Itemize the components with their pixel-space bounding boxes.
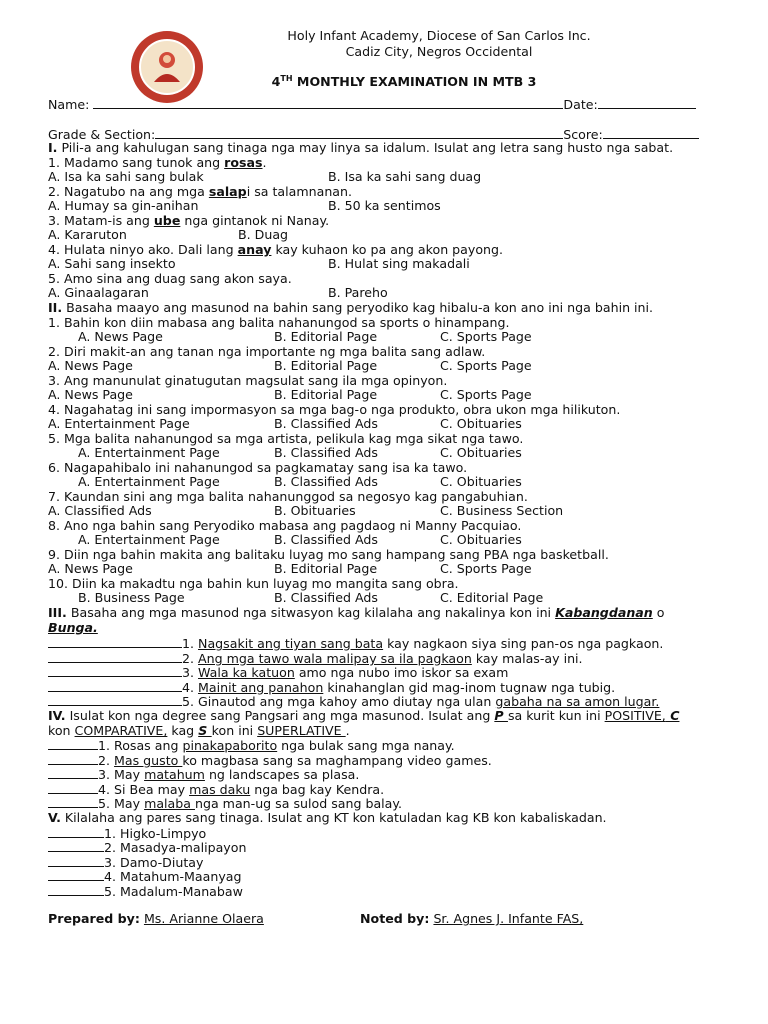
part4-letter-c: C bbox=[665, 708, 680, 723]
part3-instruction-or: o bbox=[652, 605, 665, 620]
option-b: B. Obituaries bbox=[274, 503, 356, 518]
p3-q4-num: 4. bbox=[182, 680, 199, 695]
p4-q3-pre: 3. May bbox=[98, 767, 145, 782]
part1-instruction bbox=[48, 141, 673, 155]
answer-blank[interactable] bbox=[48, 767, 98, 779]
p3-q3 bbox=[48, 665, 508, 680]
p3-q3-num: 3. bbox=[182, 665, 199, 680]
part4-text-c: kon bbox=[48, 723, 75, 738]
p4-q2-post: ko magbasa sang sa maghampang video games. bbox=[182, 753, 492, 768]
p3-q4-rest: kinahanglan gid mag-inom tugnaw nga tubig. bbox=[323, 680, 616, 695]
option-b: B. Isa ka sahi sang duag bbox=[328, 169, 482, 184]
answer-blank[interactable] bbox=[48, 753, 98, 765]
school-name: Holy Infant Academy, Diocese of San Carlos Inc. bbox=[287, 28, 591, 43]
part4-instruction bbox=[48, 709, 679, 723]
date-field[interactable] bbox=[598, 97, 696, 109]
p1-q4-word: anay bbox=[237, 242, 272, 257]
p4-q4-underlined: mas daku bbox=[189, 782, 251, 797]
p5-q2 bbox=[48, 840, 246, 855]
option-a: A. Entertainment Page bbox=[78, 445, 220, 460]
p2-q7: 7. Kaundan sini ang mga balita nahanunggod sa negosyo kag pangabuhian. bbox=[48, 489, 528, 504]
p1-q1-text: 1. Madamo sang tunok ang bbox=[48, 155, 225, 170]
option-c: C. Business Section bbox=[440, 503, 564, 518]
p5-q2-text: 2. Masadya-malipayon bbox=[104, 840, 247, 855]
p3-q1-rest: kay nagkaon siya sing pan-os nga pagkaon. bbox=[383, 636, 664, 651]
answer-blank[interactable] bbox=[48, 665, 182, 677]
p3-q5-num: 5. Ginautod ang mga kahoy amo diutay nga ulan bbox=[182, 694, 496, 709]
p2-q4: 4. Nagahatag ini sang impormasyon sa mga bag-o nga produkto, obra ukon mga hilikuton. bbox=[48, 402, 621, 417]
p3-q4 bbox=[48, 680, 615, 695]
option-b: B. Classified Ads bbox=[274, 590, 378, 605]
option-c: C. Obituaries bbox=[440, 445, 522, 460]
p2-q2: 2. Diri makit-an ang tanan nga importante ng mga balita sang adlaw. bbox=[48, 344, 486, 359]
p3-q2-num: 2. bbox=[182, 651, 199, 666]
option-b: B. Classified Ads bbox=[274, 416, 378, 431]
part4-text-a: Isulat kon nga degree sang Pangsari ang mga masunod. Isulat ang bbox=[65, 708, 495, 723]
part3-instruction-2 bbox=[48, 621, 98, 635]
option-a: A. News Page bbox=[48, 387, 133, 402]
title-text: MONTHLY EXAMINATION IN MTB 3 bbox=[292, 74, 537, 90]
part3-instruction bbox=[48, 606, 664, 620]
p2-q10: 10. Diin ka makadtu nga bahin kun luyag mo mangita sang obra. bbox=[48, 576, 459, 591]
p1-q4-text: 4. Hulata ninyo ako. Dali lang bbox=[48, 242, 238, 257]
part4-text-b: sa kurit kun ini bbox=[507, 708, 605, 723]
answer-blank[interactable] bbox=[48, 869, 104, 881]
part4-superlative: SUPERLATIVE bbox=[257, 723, 346, 738]
p4-q5-pre: 5. May bbox=[98, 796, 145, 811]
option-b: B. Editorial Page bbox=[274, 358, 378, 373]
p3-q2 bbox=[48, 651, 583, 666]
option-c: C. Obituaries bbox=[440, 532, 522, 547]
p1-q2 bbox=[48, 185, 352, 199]
title-superscript: TH bbox=[280, 74, 293, 83]
p3-q3-underlined: Wala ka katuon bbox=[198, 665, 295, 680]
p1-q2-options bbox=[48, 199, 720, 213]
noted-label: Noted by: bbox=[360, 911, 430, 926]
part4-comparative: COMPARATIVE, bbox=[74, 723, 168, 738]
part3-instruction-text: Basaha ang mga masunod nga sitwasyon kag kilalaha ang nakalinya kon ini bbox=[66, 605, 556, 620]
option-b: B. Pareho bbox=[328, 285, 388, 300]
p3-q2-underlined: Ang mga tawo wala malipay sa ila pagkaon bbox=[198, 651, 472, 666]
prepared-by bbox=[48, 912, 264, 926]
p5-q5 bbox=[48, 884, 243, 899]
p1-q5-text: 5. Amo sina ang duag sang akon saya. bbox=[48, 271, 292, 286]
p2-q1: 1. Bahin kon diin mabasa ang balita nahanungod sa sports o hinampang. bbox=[48, 315, 510, 330]
name-field[interactable] bbox=[93, 97, 563, 109]
p1-q3-post: nga gintanok ni Nanay. bbox=[180, 213, 330, 228]
part2-instruction-text: Basaha maayo ang masunod na bahin sang peryodiko kag hibalu-a kon ano ini nga bahin ini. bbox=[62, 300, 654, 315]
prepared-name: Ms. Arianne Olaera bbox=[143, 911, 264, 926]
p3-q1 bbox=[48, 636, 663, 651]
grade-field[interactable] bbox=[155, 127, 563, 139]
p1-q4-options bbox=[48, 257, 720, 271]
option-c: C. Sports Page bbox=[440, 358, 532, 373]
p4-q1-underlined: pinakapaborito bbox=[182, 738, 278, 753]
option-b: B. 50 ka sentimos bbox=[328, 198, 441, 213]
option-b: B. Classified Ads bbox=[274, 445, 378, 460]
part5-instruction bbox=[48, 811, 607, 825]
answer-blank[interactable] bbox=[48, 694, 182, 706]
p3-q5-underlined: gabaha na sa amon lugar. bbox=[495, 694, 660, 709]
school-header bbox=[48, 28, 720, 60]
p4-q5-underlined: malaba bbox=[144, 796, 195, 811]
p1-q2-post: i sa talamnanan. bbox=[246, 184, 353, 199]
option-b: B. Editorial Page bbox=[274, 329, 378, 344]
part4-letter-p: P bbox=[494, 708, 508, 723]
p5-q1 bbox=[48, 826, 206, 841]
title-number: 4 bbox=[271, 74, 281, 90]
option-a: A. Entertainment Page bbox=[78, 474, 220, 489]
p2-q8: 8. Ano nga bahin sang Peryodiko mabasa ang pagdaog ni Manny Pacquiao. bbox=[48, 518, 522, 533]
p5-q4-text: 4. Matahum-Maanyag bbox=[104, 869, 242, 884]
p3-q1-underlined: Nagsakit ang tiyan sang bata bbox=[198, 636, 384, 651]
p4-q1-post: nga bulak sang mga nanay. bbox=[277, 738, 455, 753]
p4-q4-pre: 4. Si Bea may bbox=[98, 782, 190, 797]
p2-q9: 9. Diin nga bahin makita ang balitaku luyag mo sang hampang sang PBA nga basketball. bbox=[48, 547, 609, 562]
name-row bbox=[48, 97, 696, 112]
option-a: A. Humay sa gin-anihan bbox=[48, 198, 199, 213]
option-c: C. Sports Page bbox=[440, 329, 532, 344]
date-label: Date: bbox=[563, 97, 598, 112]
p1-q3-options bbox=[48, 228, 720, 242]
answer-blank[interactable] bbox=[48, 855, 104, 867]
p1-q1-post: . bbox=[262, 155, 267, 170]
option-c: C. Obituaries bbox=[440, 474, 522, 489]
answer-blank[interactable] bbox=[48, 840, 104, 852]
part1-number: I. bbox=[48, 140, 58, 155]
p4-q4-post: nga bag kay Kendra. bbox=[250, 782, 385, 797]
p1-q2-text: 2. Nagatubo na ang mga bbox=[48, 184, 209, 199]
p5-q5-text: 5. Madalum-Manabaw bbox=[104, 884, 243, 899]
exam-page bbox=[48, 28, 720, 89]
answer-blank[interactable] bbox=[48, 636, 182, 648]
school-address: Cadiz City, Negros Occidental bbox=[345, 44, 533, 59]
p3-q2-rest: kay malas-ay ini. bbox=[471, 651, 583, 666]
noted-by bbox=[360, 912, 583, 926]
p1-q5 bbox=[48, 272, 292, 286]
p4-q2-underlined: Mas gusto bbox=[114, 753, 183, 768]
option-b: B. Classified Ads bbox=[274, 474, 378, 489]
prepared-label: Prepared by: bbox=[48, 911, 140, 926]
part3-word-cause: Kabangdanan bbox=[555, 605, 653, 620]
part4-text-d: kag bbox=[167, 723, 199, 738]
option-c: C. Sports Page bbox=[440, 561, 532, 576]
option-c: C. Sports Page bbox=[440, 387, 532, 402]
option-c: C. Editorial Page bbox=[440, 590, 544, 605]
p3-q4-underlined: Mainit ang panahon bbox=[198, 680, 324, 695]
part4-number: IV. bbox=[48, 708, 66, 723]
p1-q3-text: 3. Matam-is ang bbox=[48, 213, 154, 228]
answer-blank[interactable] bbox=[48, 782, 98, 794]
p2-q5: 5. Mga balita nahanungod sa mga artista, pelikula kag mga sikat nga tawo. bbox=[48, 431, 524, 446]
part5-number: V. bbox=[48, 810, 61, 825]
option-a: A. Classified Ads bbox=[48, 503, 152, 518]
answer-blank[interactable] bbox=[48, 826, 104, 838]
answer-blank[interactable] bbox=[48, 651, 182, 663]
noted-name: Sr. Agnes J. Infante FAS, bbox=[433, 911, 584, 926]
p4-q2-pre: 2. bbox=[98, 753, 115, 768]
exam-title bbox=[48, 74, 720, 89]
answer-blank[interactable] bbox=[48, 680, 182, 692]
p4-q1 bbox=[48, 738, 455, 753]
part4-text-f: . bbox=[345, 723, 350, 738]
p1-q1-word: rosas bbox=[224, 155, 263, 170]
option-a: A. News Page bbox=[48, 358, 133, 373]
part3-number: III. bbox=[48, 605, 67, 620]
p1-q4 bbox=[48, 243, 503, 257]
option-b: B. Duag bbox=[238, 227, 289, 242]
p4-q1-pre: 1. Rosas ang bbox=[98, 738, 183, 753]
part4-instruction-2 bbox=[48, 724, 350, 738]
p4-q3 bbox=[48, 767, 359, 782]
option-a: A. News Page bbox=[78, 329, 163, 344]
p4-q4 bbox=[48, 782, 384, 797]
part2-number: II. bbox=[48, 300, 63, 315]
option-b: B. Editorial Page bbox=[274, 387, 378, 402]
p1-q1-options bbox=[48, 170, 720, 184]
p3-q1-num: 1. bbox=[182, 636, 199, 651]
p1-q3-word: ube bbox=[153, 213, 181, 228]
p2-q3: 3. Ang manunulat ginatugutan magsulat sang ila mga opinyon. bbox=[48, 373, 448, 388]
p4-q3-underlined: matahum bbox=[144, 767, 205, 782]
answer-blank[interactable] bbox=[48, 738, 98, 750]
p1-q4-post: kay kuhaon ko pa ang akon payong. bbox=[271, 242, 504, 257]
option-a: A. Entertainment Page bbox=[78, 532, 220, 547]
score-label: Score: bbox=[563, 127, 603, 142]
grade-label: Grade & Section: bbox=[48, 127, 156, 142]
part4-text-e: kon ini bbox=[211, 723, 258, 738]
p3-q5 bbox=[48, 694, 659, 709]
part1-instruction-text: Pili-a ang kahulugan sang tinaga nga may linya sa idalum. Isulat ang letra sang husto nga sabat. bbox=[57, 140, 674, 155]
score-field[interactable] bbox=[603, 127, 699, 139]
answer-blank[interactable] bbox=[48, 884, 104, 896]
option-c: C. Obituaries bbox=[440, 416, 522, 431]
option-b: B. Editorial Page bbox=[274, 561, 378, 576]
p4-q2 bbox=[48, 753, 492, 768]
p4-q5 bbox=[48, 796, 402, 811]
option-a: B. Business Page bbox=[78, 590, 185, 605]
p1-q5-options bbox=[48, 286, 720, 300]
part3-word-effect: Bunga. bbox=[48, 620, 98, 635]
p5-q4 bbox=[48, 869, 241, 884]
option-a: A. Sahi sang insekto bbox=[48, 256, 176, 271]
option-a: A. Kararuton bbox=[48, 227, 127, 242]
name-label: Name: bbox=[48, 97, 94, 112]
p4-q3-post: ng landscapes sa plasa. bbox=[204, 767, 360, 782]
option-a: A. Isa ka sahi sang bulak bbox=[48, 169, 204, 184]
p4-q5-post: nga man-ug sa sulod sang balay. bbox=[194, 796, 403, 811]
option-a: A. Ginaalagaran bbox=[48, 285, 149, 300]
option-a: A. News Page bbox=[48, 561, 133, 576]
option-b: B. Hulat sing makadali bbox=[328, 256, 470, 271]
part5-instruction-text: Kilalaha ang pares sang tinaga. Isulat ang KT kon katuladan kag KB kon kabaliskadan. bbox=[60, 810, 607, 825]
option-b: B. Classified Ads bbox=[274, 532, 378, 547]
p2-q6: 6. Nagapahibalo ini nahanungod sa pagkamatay sang isa ka tawo. bbox=[48, 460, 468, 475]
p5-q3 bbox=[48, 855, 203, 870]
p3-q3-rest: amo nga nubo imo iskor sa exam bbox=[294, 665, 509, 680]
p1-q3 bbox=[48, 214, 329, 228]
p1-q2-word: salap bbox=[208, 184, 247, 199]
answer-blank[interactable] bbox=[48, 796, 98, 808]
part2-instruction bbox=[48, 301, 653, 315]
p5-q1-text: 1. Higko-Limpyo bbox=[104, 826, 207, 841]
p1-q1 bbox=[48, 156, 267, 170]
p5-q3-text: 3. Damo-Diutay bbox=[104, 855, 204, 870]
option-a: A. Entertainment Page bbox=[48, 416, 190, 431]
part4-letter-s: S bbox=[198, 723, 212, 738]
part4-positive: POSITIVE, bbox=[604, 708, 666, 723]
